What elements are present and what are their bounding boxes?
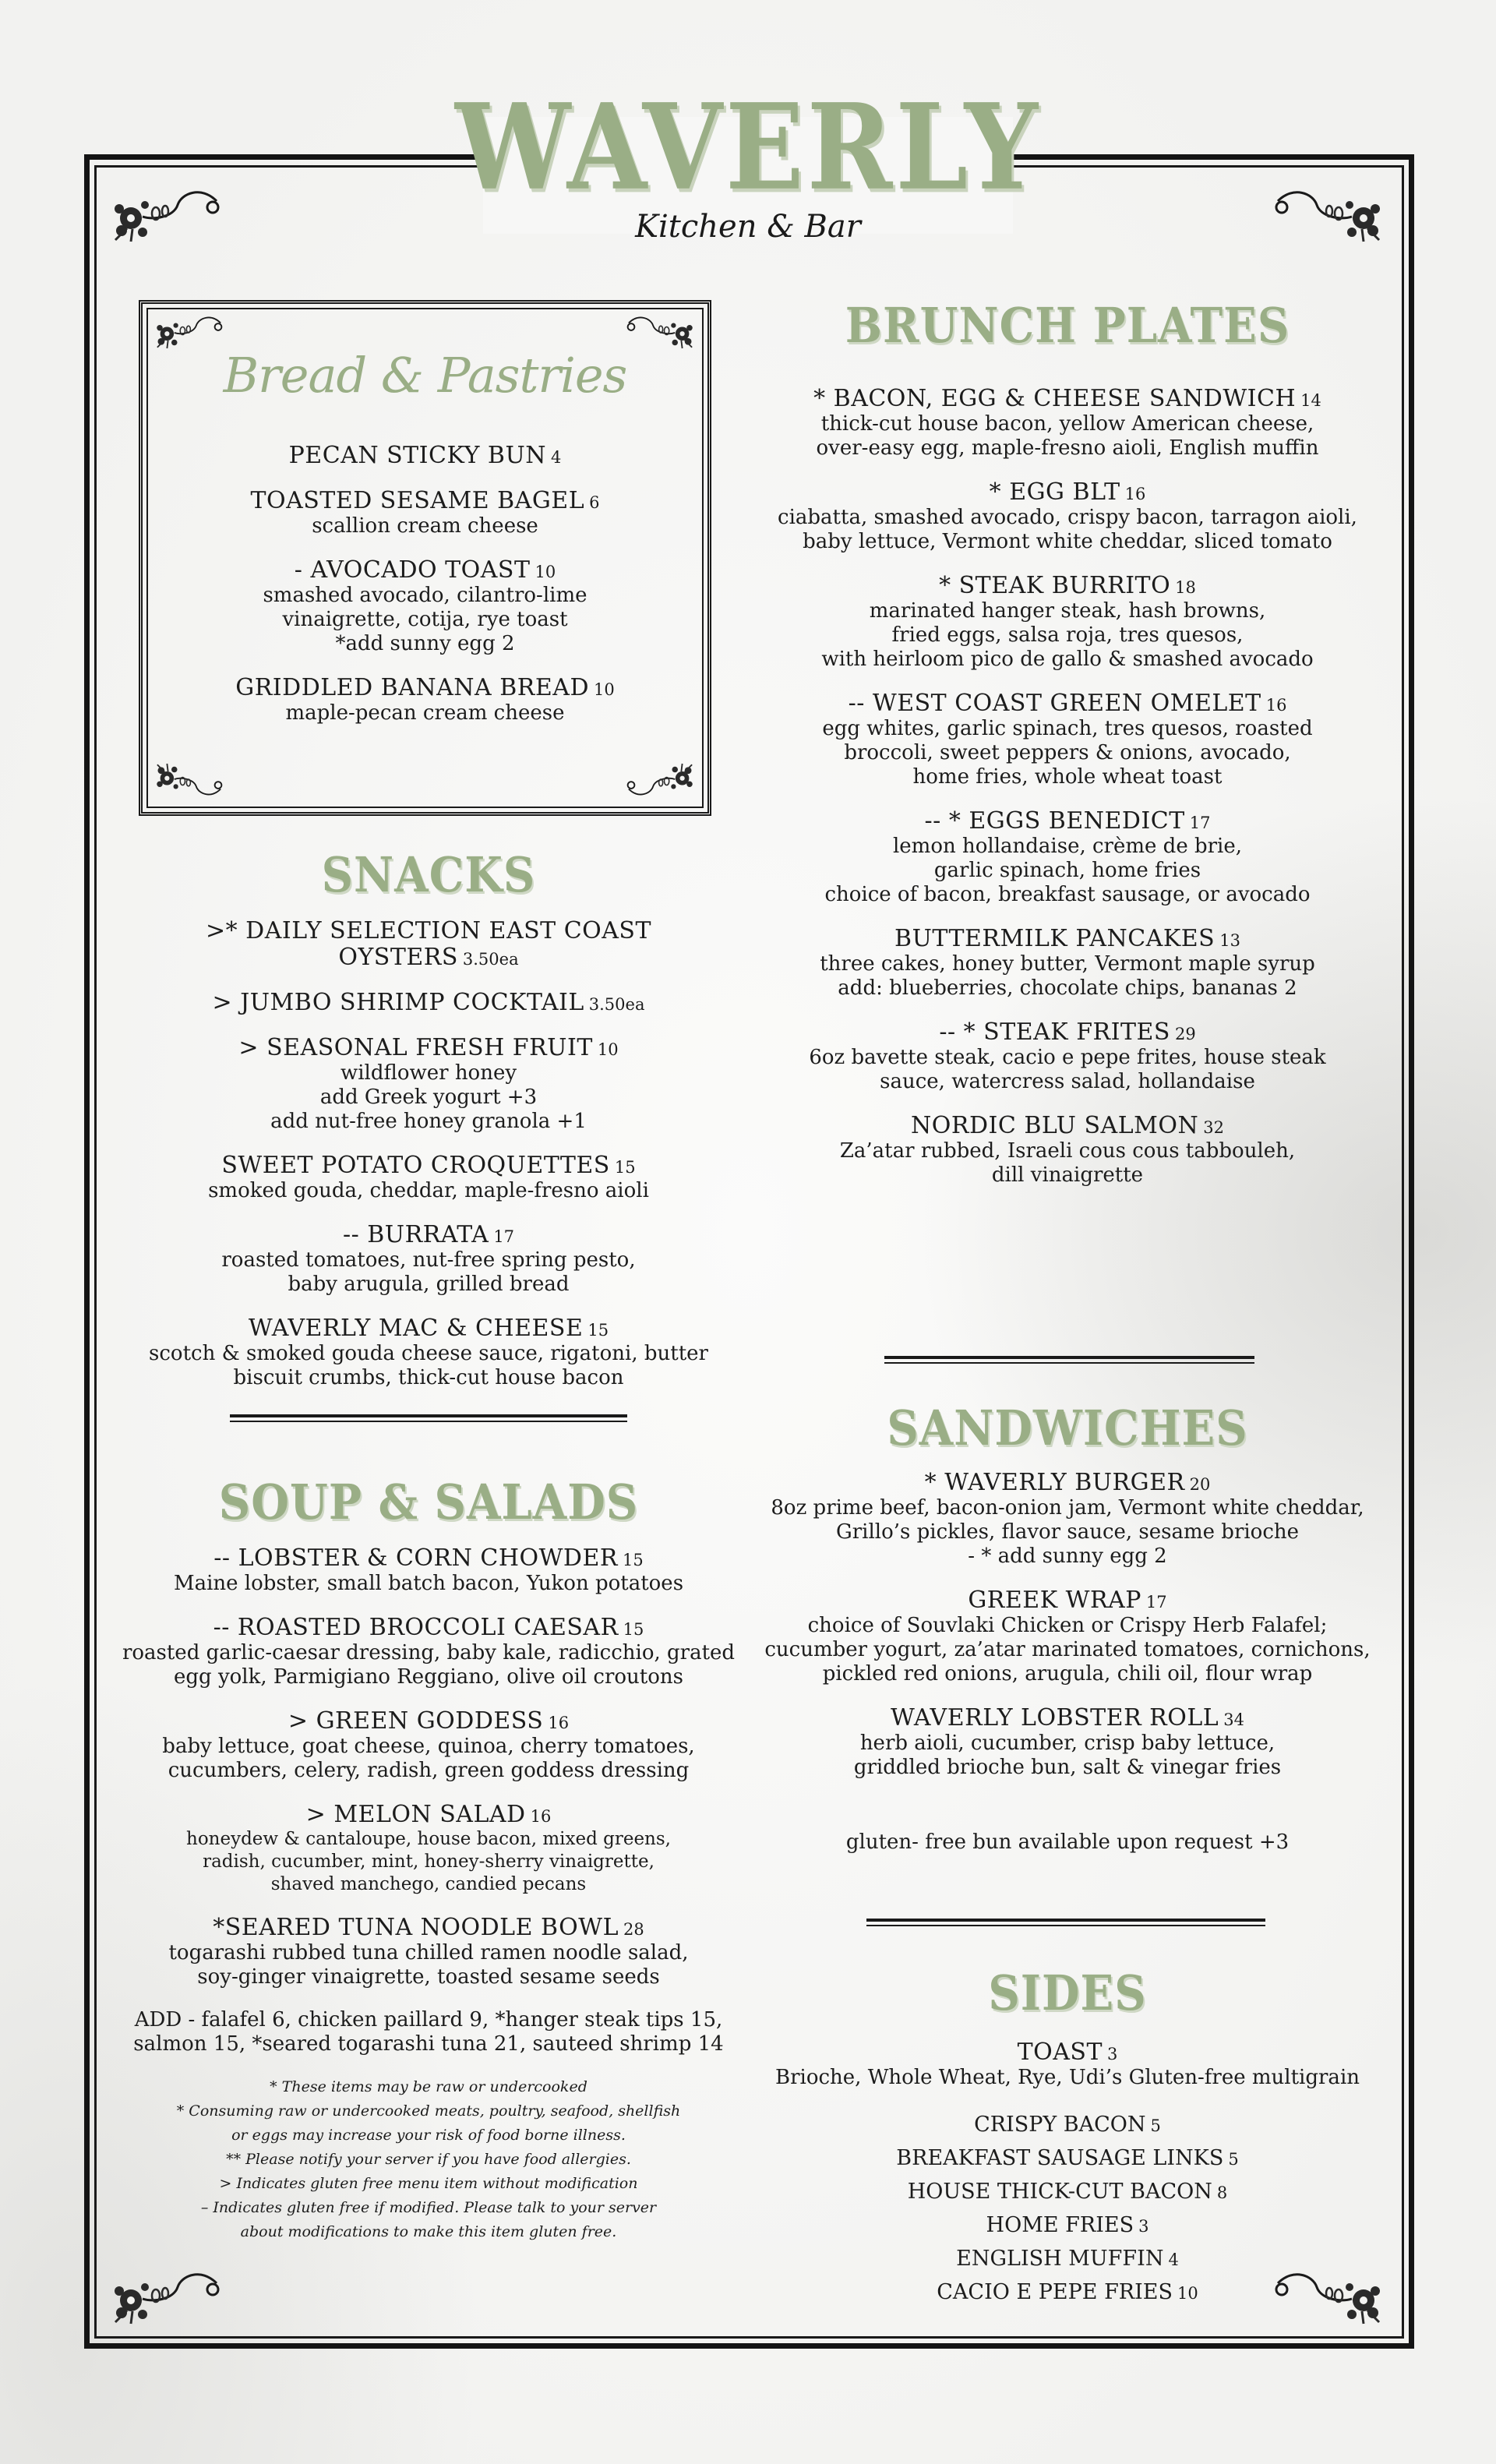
menu-item: WAVERLY LOBSTER ROLL 34 herb aioli, cucumber, crisp baby lettuce, griddled brioche bun, salt & vinegar fries (853, 1704, 1282, 1779)
floral-flourish-icon (1270, 185, 1387, 248)
menu-item: SWEET POTATO CROQUETTES 15 smoked gouda, cheddar, maple-fresno aioli (208, 1152, 649, 1202)
side-item: BREAKFAST SAUSAGE LINKS 5 (896, 2146, 1239, 2170)
menu-item: * BACON, EGG & CHEESE SANDWICH 14 thick-cut house bacon, yellow American cheese, over-easy egg, maple-fresno aioli, English muffin (813, 385, 1321, 460)
bread-pastries-section (139, 347, 711, 744)
menu-item: WAVERLY MAC & CHEESE 15 scotch & smoked gouda cheese sauce, rigatoni, butter biscuit crumbs, thick-cut house bacon (149, 1315, 708, 1389)
side-item: HOUSE THICK-CUT BACON 8 (907, 2180, 1228, 2204)
menu-item: > SEASONAL FRESH FRUIT 10 wildflower honey add Greek yogurt +3 add nut-free honey granola +1 (238, 1034, 619, 1133)
menu-item: -- WEST COAST GREEN OMELET 16 egg whites, garlic spinach, tres quesos, roasted broccoli, sweet peppers & onions, avocado, home fries, whole wheat toast (822, 690, 1313, 789)
menu-item: -- ROASTED BROCCOLI CAESAR 15 roasted garlic-caesar dressing, baby kale, radicchio, grated egg yolk, Parmigiano Reggiano, olive oil croutons (122, 1614, 736, 1689)
menu-item: * EGG BLT 16 ciabatta, smashed avocado, crispy bacon, tarragon aioli, baby lettuce, Vermont white cheddar, sliced tomato (778, 478, 1357, 553)
menu-item: - AVOCADO TOAST 10 smashed avocado, cilantro-lime vinaigrette, cotija, rye toast *add sunny egg 2 (263, 556, 587, 655)
menu-item: BUTTERMILK PANCAKES 13 three cakes, honey butter, Vermont maple syrup add: blueberries, chocolate chips, bananas 2 (820, 925, 1315, 1000)
menu-item: -- * EGGS BENEDICT 17 lemon hollandaise, crème de brie, garlic spinach, home fries choice of bacon, breakfast sausage, or avocado (824, 807, 1311, 906)
floral-flourish-icon (623, 760, 697, 799)
section-divider (230, 1414, 627, 1422)
menu-item: -- * STEAK FRITES 29 6oz bavette steak, cacio e pepe frites, house steak sauce, watercress salad, hollandaise (809, 1018, 1326, 1093)
menu-item: > MELON SALAD 16 honeydew & cantaloupe, house bacon, mixed greens, radish, cucumber, mint, honey-sherry vinaigrette, shaved manchego, candied pecans (186, 1801, 671, 1894)
menu-item: TOASTED SESAME BAGEL 6 scallion cream cheese (250, 487, 600, 538)
menu-item: *SEARED TUNA NOODLE BOWL 28 togarashi rubbed tuna chilled ramen noodle salad, soy-ginger vinaigrette, toasted sesame seeds (168, 1914, 689, 1989)
side-item: ENGLISH MUFFIN 4 (956, 2247, 1179, 2271)
menu-item: -- LOBSTER & CORN CHOWDER 15 Maine lobster, small batch bacon, Yukon potatoes (173, 1544, 684, 1595)
sides-section (756, 1964, 1379, 2310)
brunch-plates-section (756, 297, 1379, 1206)
section-title: SNACKS (321, 846, 536, 904)
footnotes: * These items may be raw or undercooked * Consuming raw or undercooked meats, poultry, seafood, shellfish or eggs may increase your risk of food borne illness. ** Please notify your server if you have food allergies. > Indicates gluten free menu item without modification – Indicates gluten free if modified. Please talk to your server about modifications to make this item gluten free. (176, 2078, 681, 2240)
menu-item: >* DAILY SELECTION EAST COAST OYSTERS 3.50ea (206, 917, 651, 971)
floral-flourish-icon (108, 185, 224, 248)
menu-item: PECAN STICKY BUN 4 (288, 442, 562, 469)
section-divider (866, 1919, 1265, 1926)
soup-salads-section (117, 1474, 740, 2244)
floral-flourish-icon (108, 2268, 224, 2330)
menu-item: NORDIC BLU SALMON 32 Za’atar rubbed, Israeli cous cous tabbouleh, dill vinaigrette (839, 1112, 1296, 1187)
menu-item: > JUMBO SHRIMP COCKTAIL 3.50ea (212, 989, 645, 1016)
restaurant-logo: WAVERLY (455, 78, 1041, 217)
menu-item: -- BURRATA 17 roasted tomatoes, nut-free spring pesto, baby arugula, grilled bread (221, 1221, 636, 1296)
section-title: SIDES (988, 1964, 1147, 2022)
menu-item: > GREEN GODDESS 16 baby lettuce, goat cheese, quinoa, cherry tomatoes, cucumbers, celery, radish, green goddess dressing (162, 1707, 695, 1782)
side-item: CACIO E PEPE FRIES 10 (937, 2280, 1198, 2304)
gluten-free-note: gluten- free bun available upon request +3 (845, 1830, 1290, 1854)
section-title: BRUNCH PLATES (845, 297, 1290, 355)
restaurant-tagline: Kitchen & Bar (635, 209, 861, 245)
menu-item: GRIDDLED BANANA BREAD 10 maple-pecan cream cheese (235, 674, 615, 725)
sandwiches-section (756, 1400, 1379, 1855)
side-item: HOME FRIES 3 (986, 2213, 1149, 2237)
floral-flourish-icon (152, 760, 226, 799)
menu-item: GREEK WRAP 17 choice of Souvlaki Chicken or Crispy Herb Falafel; cucumber yogurt, za’atar marinated tomatoes, cornichons, pickled red onions, arugula, chili oil, flour wrap (764, 1587, 1371, 1686)
menu-item: * STEAK BURRITO 18 marinated hanger steak, hash browns, fried eggs, salsa roja, tres quesos, with heirloom pico de gallo & smashed avocado (821, 572, 1314, 671)
section-title: SOUP & SALADS (218, 1474, 639, 1531)
section-title: SANDWICHES (887, 1400, 1248, 1457)
menu-item: * WAVERLY BURGER 20 8oz prime beef, bacon-onion jam, Vermont white cheddar, Grillo’s pickles, flavor sauce, sesame brioche - * add sunny egg 2 (771, 1469, 1364, 1568)
section-title: Bread & Pastries (223, 347, 627, 404)
add-ons: ADD - falafel 6, chicken paillard 9, *hanger steak tips 15, salmon 15, *seared togarashi tuna 21, sauteed shrimp 14 (133, 2008, 724, 2056)
section-divider (884, 1356, 1254, 1364)
menu-item: TOAST 3 Brioche, Whole Wheat, Rye, Udi’s Gluten-free multigrain (774, 2039, 1360, 2089)
side-item: CRISPY BACON 5 (974, 2113, 1161, 2137)
snacks-section (117, 846, 740, 1409)
